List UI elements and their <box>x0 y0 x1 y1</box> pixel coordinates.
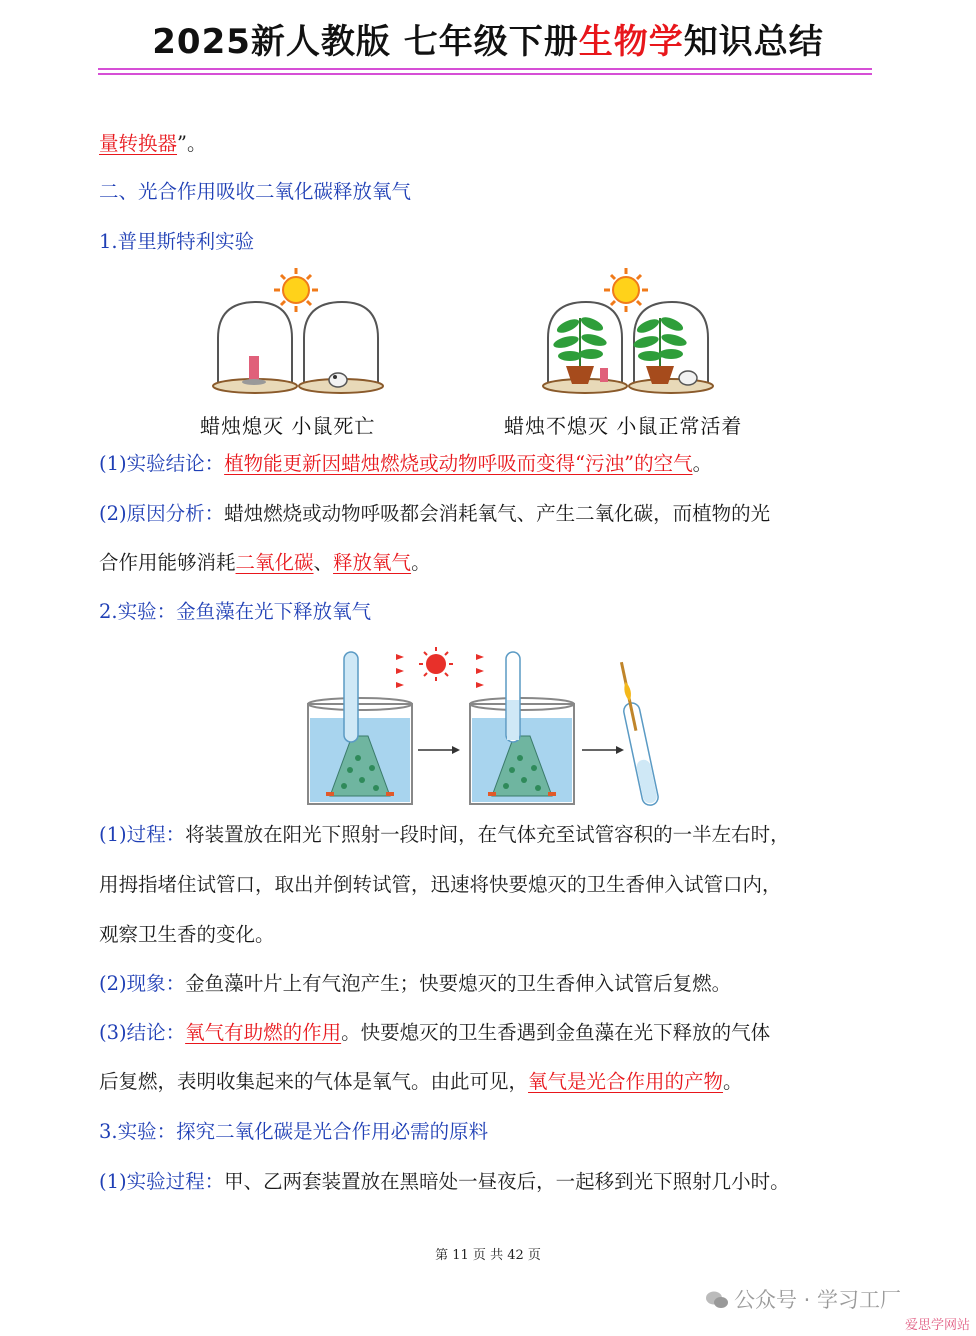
experiment-1-analysis-cont: 合作用能够消耗二氧化碳、释放氧气。 <box>99 551 431 574</box>
experiment-2-phenomenon: (2)现象：金鱼藻叶片上有气泡产生；快要熄灭的卫生香伸入试管后复燃。 <box>99 972 732 995</box>
experiment-2-conclusion: (3)结论：氧气有助燃的作用。快要熄灭的卫生香遇到金鱼藻在光下释放的气体 <box>99 1021 771 1044</box>
paragraph-continuation: 量转换器”。 <box>99 132 207 155</box>
site-watermark: 爱思学网站 <box>904 1318 970 1333</box>
priestley-experiment-figure <box>200 268 800 410</box>
sun-icon-experiment <box>419 647 453 681</box>
header-rule-top <box>98 68 872 70</box>
experiment-2-heading: 2.实验：金鱼藻在光下释放氧气 <box>99 600 372 623</box>
document-title: 2025新人教版 七年级下册生物学知识总结 <box>152 22 824 62</box>
figure-1-caption-left: 蜡烛熄灭 小鼠死亡 <box>200 414 376 438</box>
experiment-1-analysis: (2)原因分析：蜡烛燃烧或动物呼吸都会消耗氧气、产生二氧化碳，而植物的光 <box>99 502 771 525</box>
page-number: 第 11 页 共 42 页 <box>435 1248 541 1263</box>
experiment-2-process: (1)过程：将装置放在阳光下照射一段时间，在气体充至试管容积的一半左右时， <box>99 823 790 846</box>
watermark: 公众号 · 学习工厂 <box>706 1284 901 1314</box>
experiment-1-conclusion: (1)实验结论：植物能更新因蜡烛燃烧或动物呼吸而变得“污浊”的空气。 <box>99 452 713 475</box>
experiment-2-process-cont1: 用拇指堵住试管口，取出并倒转试管，迅速将快要熄灭的卫生香伸入试管口内， <box>99 873 782 896</box>
sun-icon-right <box>604 268 648 312</box>
experiment-1-heading: 1.普里斯特利实验 <box>99 230 255 253</box>
hornwort-oxygen-figure <box>300 640 680 810</box>
sun-icon-left <box>274 268 318 312</box>
experiment-3-process: (1)实验过程：甲、乙两套装置放在黑暗处一昼夜后，一起移到光下照射几小时。 <box>99 1170 790 1193</box>
plant-icon <box>552 314 608 366</box>
experiment-2-conclusion-cont: 后复燃，表明收集起来的气体是氧气。由此可见，氧气是光合作用的产物。 <box>99 1070 743 1093</box>
section-heading: 二、光合作用吸收二氧化碳释放氧气 <box>99 180 412 203</box>
figure-1-caption-right: 蜡烛不熄灭 小鼠正常活着 <box>504 414 743 438</box>
experiment-2-process-cont2: 观察卫生香的变化。 <box>99 923 275 946</box>
header-rule-bottom <box>98 73 872 75</box>
flame-icon <box>623 681 633 702</box>
experiment-3-heading: 3.实验：探究二氧化碳是光合作用必需的原料 <box>99 1120 489 1143</box>
wechat-icon <box>706 1291 728 1309</box>
